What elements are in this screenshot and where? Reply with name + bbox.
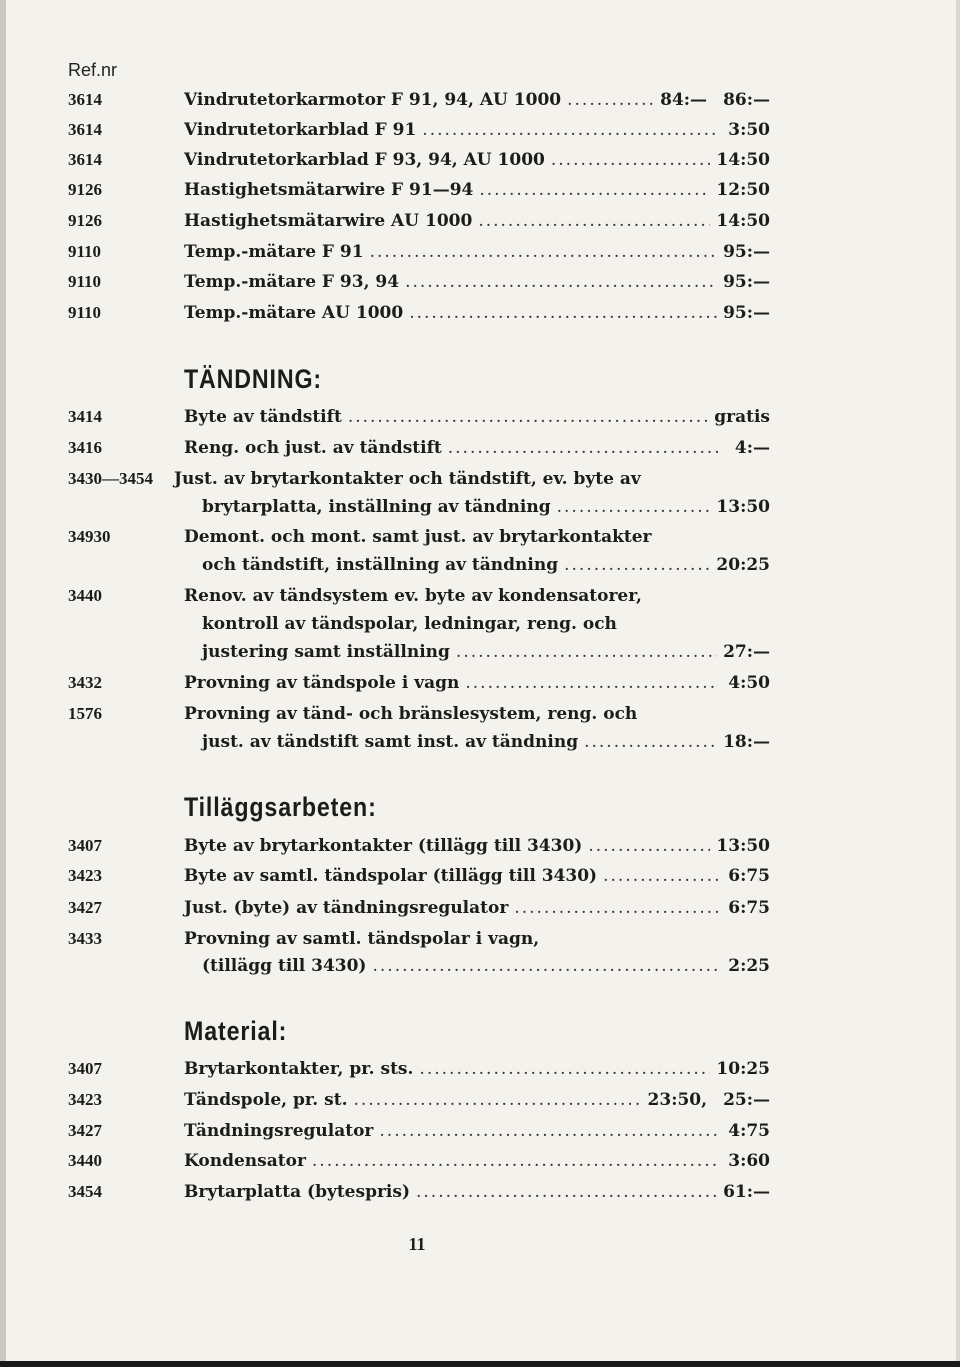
list-item-continuation: [0, 728, 960, 756]
item-description: Hastighetsmätarwire F 91—94: [184, 180, 474, 200]
list-item: [0, 925, 960, 953]
item-price: gratis: [714, 407, 770, 427]
list-item: [0, 207, 960, 235]
list-item: [0, 86, 960, 114]
leader-dots: [551, 146, 711, 174]
item-price: 95:—: [723, 272, 770, 292]
item-line: [184, 1055, 770, 1083]
item-price: 27:—: [723, 642, 770, 662]
item-price: 14:50: [716, 211, 770, 231]
list-item: [0, 116, 960, 144]
item-description: Renov. av tändsystem ev. byte av kondensatorer,: [184, 586, 642, 606]
ref-number: 3414: [68, 407, 102, 426]
ref-number: 3407: [68, 836, 102, 855]
item-line: [202, 952, 770, 980]
item-line: [184, 894, 770, 922]
item-line: [184, 1117, 770, 1145]
ref-number: 34930: [68, 527, 111, 546]
item-line: [184, 925, 770, 953]
leader-dots: [603, 862, 718, 890]
list-item: [0, 582, 960, 610]
leader-dots: [348, 403, 708, 431]
item-price: 25:—: [723, 1090, 770, 1110]
item-description: Vindrutetorkarblad F 93, 94, AU 1000: [184, 150, 545, 170]
ref-number: 3614: [68, 150, 102, 169]
item-description: Tändningsregulator: [184, 1121, 374, 1141]
item-description: kontroll av tändspolar, ledningar, reng. och: [202, 614, 617, 634]
ref-number: 3454: [68, 1182, 102, 1201]
item-description: justering samt inställning: [202, 642, 450, 662]
leader-dots: [478, 207, 710, 235]
item-description: Kondensator: [184, 1151, 306, 1171]
item-price: 18:—: [723, 732, 770, 752]
item-line: [202, 728, 770, 756]
ref-number: 3432: [68, 673, 102, 692]
leader-dots: [422, 116, 718, 144]
item-description: Reng. och just. av tändstift: [184, 438, 442, 458]
leader-dots: [379, 1117, 718, 1145]
ref-number: 3614: [68, 120, 102, 139]
item-description: Byte av samtl. tändspolar (tillägg till 3430): [184, 866, 598, 886]
ref-number: 3423: [68, 866, 102, 885]
leader-dots: [465, 669, 718, 697]
item-price: 12:50: [716, 180, 770, 200]
leader-dots: [419, 1055, 710, 1083]
item-description: Temp.-mätare F 91: [184, 242, 364, 262]
item-description: Just. (byte) av tändningsregulator: [184, 898, 509, 918]
item-description: Provning av tändspole i vagn: [184, 673, 460, 693]
item-line: [184, 1178, 770, 1206]
list-item-continuation: [0, 610, 960, 638]
item-price: 95:—: [723, 303, 770, 323]
item-line: [202, 551, 770, 579]
leader-dots: [479, 176, 710, 204]
ref-number: 3427: [68, 1121, 102, 1140]
list-item: [0, 403, 960, 431]
item-price: 6:75: [728, 898, 770, 918]
section-title-tandning: TÄNDNING:: [184, 364, 323, 394]
item-line: [184, 669, 770, 697]
list-item: [0, 146, 960, 174]
item-price: 4:50: [728, 673, 770, 693]
leader-dots: [409, 299, 717, 327]
list-item: [0, 894, 960, 922]
ref-number: 1576: [68, 704, 102, 723]
list-item-continuation: [0, 551, 960, 579]
item-price: 61:—: [723, 1182, 770, 1202]
item-line: [184, 832, 770, 860]
leader-dots: [312, 1147, 718, 1175]
item-price: 95:—: [723, 242, 770, 262]
section-title-tillaggsarbeten: Tilläggsarbeten:: [184, 792, 377, 822]
item-line: [184, 176, 770, 204]
item-price: 3:60: [728, 1151, 770, 1171]
item-line: [184, 207, 770, 235]
item-price: 4:75: [728, 1121, 770, 1141]
item-price: 3:50: [728, 120, 770, 140]
list-item: [0, 862, 960, 890]
item-price-alt: 84:—: [660, 90, 708, 110]
item-price: 6:75: [728, 866, 770, 886]
item-description: just. av tändstift samt inst. av tändning: [202, 732, 579, 752]
ref-number: 3440: [68, 586, 102, 605]
section-title-material: Material:: [184, 1016, 288, 1046]
item-line: [174, 465, 770, 493]
list-item: [0, 299, 960, 327]
item-description: Brytarplatta (bytespris): [184, 1182, 410, 1202]
item-description: (tillägg till 3430): [202, 956, 367, 976]
item-line: [184, 523, 770, 551]
item-line: [184, 116, 770, 144]
list-item: [0, 238, 960, 266]
item-price: 13:50: [716, 497, 770, 517]
ref-number: 3423: [68, 1090, 102, 1109]
item-line: [202, 493, 770, 521]
item-line: [184, 268, 770, 296]
ref-number: 9126: [68, 211, 102, 230]
item-line: [184, 1086, 770, 1114]
list-item-continuation: [0, 638, 960, 666]
leader-dots: [370, 238, 717, 266]
ref-number: 9110: [68, 272, 102, 291]
ref-number: 9110: [68, 242, 102, 261]
item-description: Vindrutetorkarmotor F 91, 94, AU 1000: [184, 90, 562, 110]
item-description: Byte av tändstift: [184, 407, 342, 427]
leader-dots: [372, 952, 718, 980]
item-description: Tändspole, pr. st.: [184, 1090, 348, 1110]
ref-number: 3416: [68, 438, 102, 457]
item-description: Temp.-mätare F 93, 94: [184, 272, 400, 292]
leader-dots: [514, 894, 718, 922]
leader-dots: [456, 638, 717, 666]
item-description: Hastighetsmätarwire AU 1000: [184, 211, 473, 231]
item-description: Provning av samtl. tändspolar i vagn,: [184, 929, 540, 949]
item-description: Demont. och mont. samt just. av brytarkontakter: [184, 527, 652, 547]
item-description: Just. av brytarkontakter och tändstift, ev. byte av: [174, 469, 641, 489]
item-price: 10:25: [716, 1059, 770, 1079]
item-description: och tändstift, inställning av tändning: [202, 555, 559, 575]
list-item: [0, 1117, 960, 1145]
item-line: [202, 638, 770, 666]
item-price-alt: 23:50,: [647, 1090, 708, 1110]
list-item: [0, 268, 960, 296]
item-line: [184, 403, 770, 431]
leader-dots: [353, 1086, 641, 1114]
ref-number: 3430—3454: [68, 469, 153, 488]
item-price: 2:25: [728, 956, 770, 976]
item-price: 20:25: [716, 555, 770, 575]
list-item: [0, 700, 960, 728]
item-line: [184, 299, 770, 327]
ref-number: 9110: [68, 303, 102, 322]
item-description: Provning av tänd- och bränslesystem, reng. och: [184, 704, 638, 724]
leader-dots: [584, 728, 717, 756]
leader-dots: [567, 86, 654, 114]
list-item-continuation: [0, 493, 960, 521]
item-price: 86:—: [723, 90, 770, 110]
item-price: 4:—: [734, 438, 770, 458]
item-line: [184, 238, 770, 266]
item-description: Brytarkontakter, pr. sts.: [184, 1059, 414, 1079]
item-price: 14:50: [716, 150, 770, 170]
list-item: [0, 832, 960, 860]
ref-number: 3407: [68, 1059, 102, 1078]
list-item: [0, 1178, 960, 1206]
leader-dots: [588, 832, 710, 860]
page-number: 11: [408, 1234, 426, 1254]
leader-dots: [564, 551, 710, 579]
list-item: [0, 176, 960, 204]
item-line: [202, 610, 770, 638]
item-line: [184, 1147, 770, 1175]
item-line: [184, 146, 770, 174]
leader-dots: [405, 268, 717, 296]
list-item: [0, 1147, 960, 1175]
list-item: [0, 669, 960, 697]
item-line: [184, 862, 770, 890]
item-description: Byte av brytarkontakter (tillägg till 3430): [184, 836, 583, 856]
item-description: Vindrutetorkarblad F 91: [184, 120, 417, 140]
item-price: 13:50: [716, 836, 770, 856]
list-item: [0, 465, 960, 493]
leader-dots: [448, 434, 718, 462]
ref-column-header: Ref.nr: [68, 60, 118, 80]
item-line: [184, 700, 770, 728]
ref-number: 9126: [68, 180, 102, 199]
item-line: [184, 434, 770, 462]
list-item: [0, 434, 960, 462]
ref-number: 3614: [68, 90, 102, 109]
item-line: [184, 86, 770, 114]
list-item: [0, 1055, 960, 1083]
list-item-continuation: [0, 952, 960, 980]
leader-dots: [416, 1178, 717, 1206]
item-description: Temp.-mätare AU 1000: [184, 303, 404, 323]
list-item: [0, 523, 960, 551]
leader-dots: [557, 493, 711, 521]
ref-number: 3427: [68, 898, 102, 917]
list-item: [0, 1086, 960, 1114]
item-description: brytarplatta, inställning av tändning: [202, 497, 551, 517]
item-line: [184, 582, 770, 610]
page-bottom-edge: [0, 1361, 960, 1367]
ref-number: 3433: [68, 929, 102, 948]
ref-number: 3440: [68, 1151, 102, 1170]
